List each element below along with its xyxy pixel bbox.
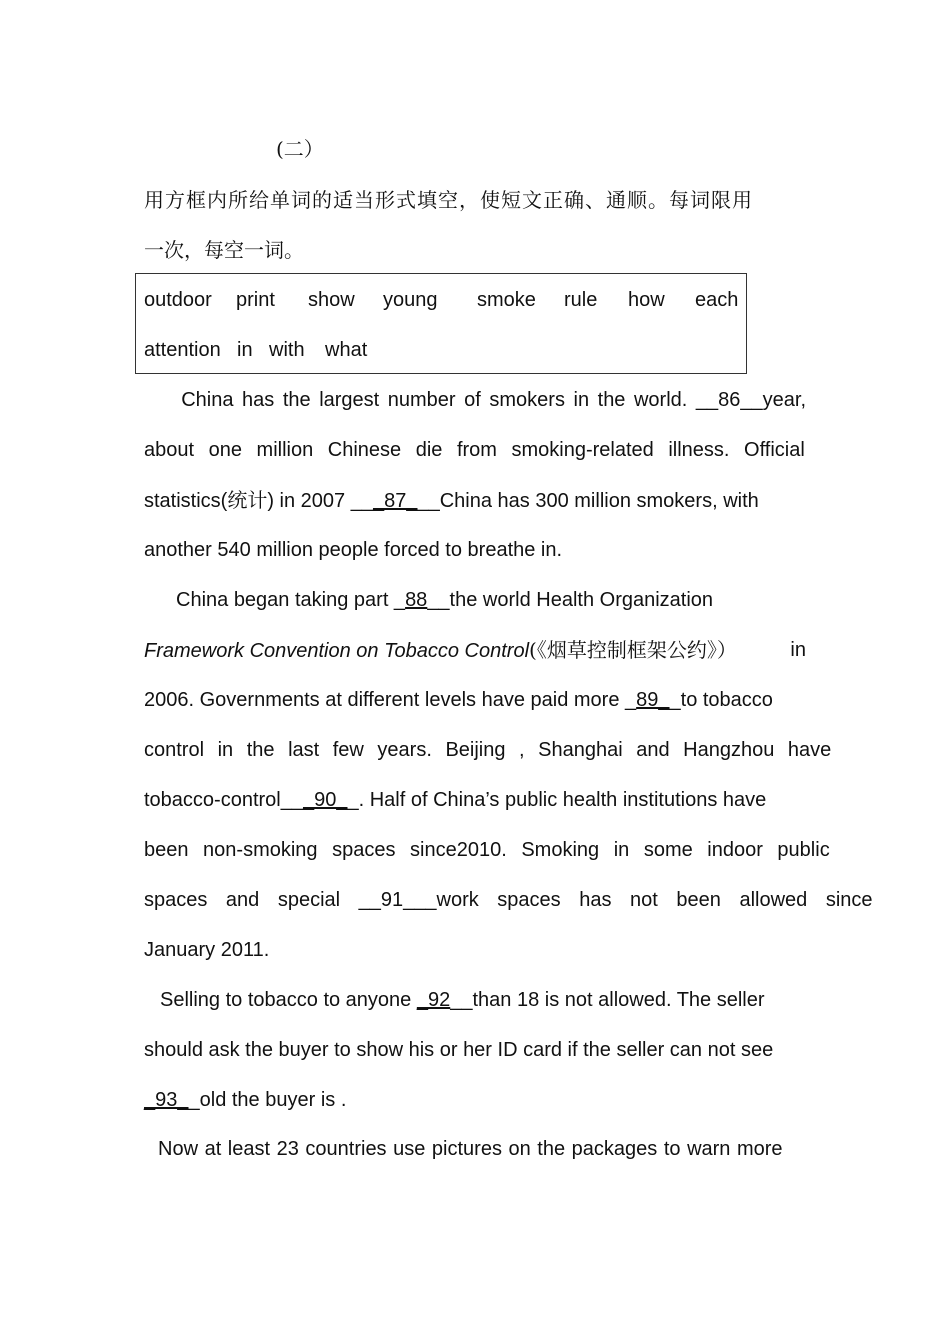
passage-p2-line-6: been non-smoking spaces since2010. Smoking in some indoor public: [144, 839, 830, 861]
passage-p1-line-1: China has the largest number of smokers in the world. __86__year,: [181, 389, 806, 411]
word-item: print: [236, 289, 275, 311]
word-item: how: [628, 289, 665, 311]
passage-p2-line-2: Framework Convention on Tobacco Control(《烟草控制框架公约》） in: [144, 638, 806, 662]
framework-title: Framework Convention on Tobacco Control: [144, 640, 530, 662]
blank-89[interactable]: 89_: [636, 689, 670, 711]
word-item: young: [383, 289, 438, 311]
passage-p2-line-7: spaces and special __91___work spaces has not been allowed since: [144, 889, 873, 911]
passage-p3-line-1: Selling to tobacco to anyone _92__than 18 is not allowed. The seller: [160, 989, 765, 1011]
blank-88[interactable]: 88: [405, 589, 428, 611]
passage-p2-line-5: tobacco-control___90__. Half of China’s public health institutions have: [144, 789, 767, 811]
word-item: each: [695, 289, 739, 311]
word-item: rule: [564, 289, 598, 311]
passage-p1-line-3: [144, 488, 806, 513]
word-item: with: [269, 339, 305, 361]
passage-p3-line-2: should ask the buyer to show his or her ID card if the seller can not see: [144, 1039, 774, 1061]
instruction-line-2: 一次，每空一词。: [144, 238, 304, 262]
passage-p2-line-3: 2006. Governments at different levels have paid more _89__to tobacco: [144, 689, 773, 711]
blank-90[interactable]: _90_: [302, 789, 348, 811]
blank-87[interactable]: _87_: [372, 490, 418, 512]
word-item: outdoor: [144, 289, 212, 311]
passage-p1-line-2: about one million Chinese die from smoking-related illness. Official: [144, 439, 805, 461]
word-item: show: [308, 289, 355, 311]
passage-p2-line-4: control in the last few years. Beijing , Shanghai and Hangzhou have: [144, 739, 832, 761]
passage-p2-line-1: [176, 588, 806, 612]
word-item: what: [325, 339, 368, 361]
section-title: (二）: [276, 137, 324, 161]
word-item: in: [237, 339, 253, 361]
word-item: smoke: [477, 289, 536, 311]
word-item: attention: [144, 339, 221, 361]
passage-p3-line-3: _93__old the buyer is .: [144, 1089, 347, 1111]
passage-p4-line-1: Now at least 23 countries use pictures on the packages to warn more: [158, 1138, 783, 1160]
blank-93[interactable]: _93_: [144, 1089, 189, 1111]
passage-p1-line-3-text: statistics(统计) in 2007 ___87___China has 300 million smokers, with: [144, 488, 759, 512]
passage-p2-line-8: January 2011.: [144, 939, 270, 961]
passage-p1-line-4: another 540 million people forced to breathe in.: [144, 539, 563, 561]
blank-92[interactable]: _92: [416, 989, 451, 1011]
passage-p2-line-1-text: China began taking part _88__the world Health Organization: [176, 589, 714, 611]
instruction-line-1: 用方框内所给单词的适当形式填空，使短文正确、通顺。每词限用: [144, 188, 753, 212]
